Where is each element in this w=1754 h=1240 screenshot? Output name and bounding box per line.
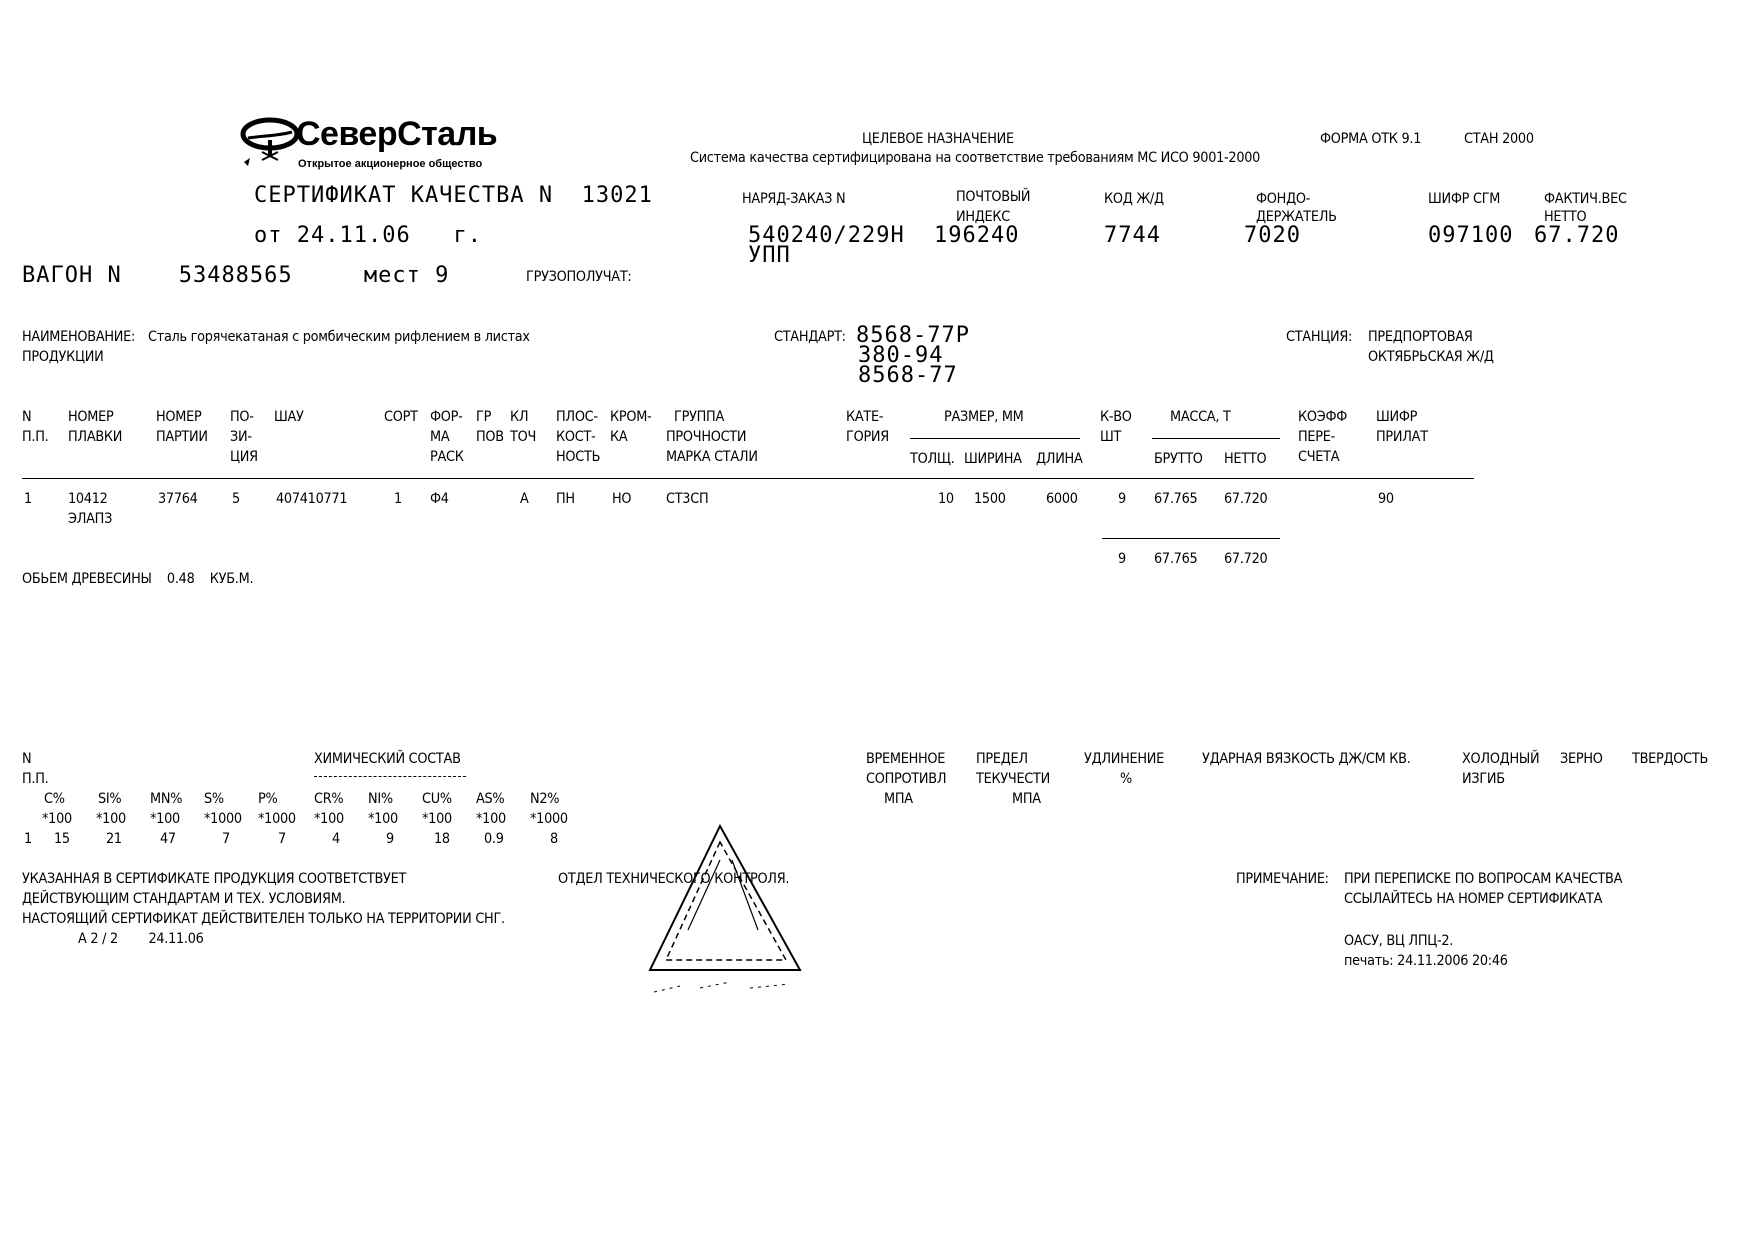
col-sort: СОРТ [384, 409, 418, 425]
col-pos-3: ЦИЯ [230, 449, 258, 465]
col-group-1: ГРУППА [674, 409, 724, 425]
footer-ref-date: 24.11.06 [148, 931, 204, 947]
col-pos-2: ЗИ- [230, 429, 252, 445]
col-kl-1: КЛ [510, 409, 529, 425]
col-size: РАЗМЕР, ММ [944, 409, 1024, 425]
col-cat-2: ГОРИЯ [846, 429, 889, 445]
chem-f-ni: *100 [368, 811, 398, 827]
wood-label: ОБЬЕМ ДРЕВЕСИНЫ [22, 571, 152, 587]
chem-v-n2: 8 [550, 831, 558, 847]
compliance-line-3: НАСТОЯЩИЙ СЕРТИФИКАТ ДЕЙСТВИТЕЛЕН ТОЛЬКО НА ТЕРРИТОРИИ СНГ. [22, 911, 505, 927]
purpose-label: ЦЕЛЕВОЕ НАЗНАЧЕНИЕ [862, 131, 1014, 147]
total-qty: 9 [1118, 551, 1126, 567]
mech-yield-3: МПА [1012, 791, 1041, 807]
order-sub: УПП [748, 243, 791, 268]
cell-heat: 10412 [68, 491, 108, 507]
col-coef-2: ПЕРЕ- [1298, 429, 1336, 445]
chem-f-cu: *100 [422, 811, 452, 827]
chem-f-cr: *100 [314, 811, 344, 827]
order-value: 540240/229Н [748, 223, 905, 248]
certificate-date [254, 224, 482, 248]
note-line-1: ПРИ ПЕРЕПИСКЕ ПО ВОПРОСАМ КАЧЕСТВА [1344, 871, 1623, 887]
cell-shau: 407410771 [276, 491, 348, 507]
cell-sort: 1 [394, 491, 402, 507]
mech-elong-2: % [1120, 771, 1132, 787]
station-value-2: ОКТЯБРЬСКАЯ Ж/Д [1368, 349, 1494, 365]
cell-edge: НО [612, 491, 632, 507]
cell-pos: 5 [232, 491, 240, 507]
order-label: НАРЯД-ЗАКАЗ N [742, 191, 846, 207]
chem-v-s: 7 [222, 831, 230, 847]
wood-value: 0.48 [166, 571, 195, 587]
cell-np: 1 [24, 491, 32, 507]
col-cipher-2: ПРИЛАТ [1376, 429, 1428, 445]
fund-label-1: ФОНДО- [1256, 191, 1311, 207]
col-cat-1: КАТЕ- [846, 409, 884, 425]
chem-el-cr: CR% [314, 791, 344, 807]
totals-rule [1102, 538, 1280, 539]
chem-np-2: П.П. [22, 771, 49, 787]
logo-name: СеверСталь [296, 115, 498, 153]
cell-length: 6000 [1046, 491, 1078, 507]
col-coef-1: КОЭФФ [1298, 409, 1348, 425]
date-prefix: от [254, 223, 283, 248]
footer-ref [78, 932, 204, 947]
standard-3: 8568-77 [858, 363, 958, 388]
logo-subtitle: Открытое акционерное общество [298, 158, 483, 170]
standard-1: 8568-77Р [856, 323, 970, 348]
wood-unit: КУБ.М. [209, 571, 254, 587]
chem-el-ni: NI% [368, 791, 393, 807]
print-line: печать: 24.11.2006 20:46 [1344, 953, 1508, 969]
otk-label: ОТДЕЛ ТЕХНИЧЕСКОГО КОНТРОЛЯ. [558, 871, 790, 887]
otk-stamp-icon [640, 820, 810, 1000]
footer-ref-code: А 2 / 2 [78, 931, 118, 947]
mech-elong-1: УДЛИНЕНИЕ [1084, 751, 1165, 767]
cell-heat-sub: ЭЛАПЗ [68, 511, 113, 527]
col-length: ДЛИНА [1036, 451, 1083, 467]
chem-v-ni: 9 [386, 831, 394, 847]
total-netto: 67.720 [1224, 551, 1268, 567]
fund-label-2: ДЕРЖАТЕЛЬ [1256, 209, 1337, 225]
mass-underline [1152, 438, 1280, 439]
cell-batch: 37764 [158, 491, 198, 507]
fund-value: 7020 [1244, 223, 1301, 248]
chem-v-cr: 4 [332, 831, 340, 847]
chem-v-mn: 47 [160, 831, 176, 847]
cell-kl: А [520, 491, 529, 507]
col-qty-2: ШТ [1100, 429, 1122, 445]
sgm-value: 097100 [1428, 223, 1514, 248]
col-shau: ШАУ [274, 409, 304, 425]
compliance-line-2: ДЕЙСТВУЮЩИМ СТАНДАРТАМ И ТЕХ. УСЛОВИЯМ. [22, 891, 346, 907]
chem-el-c: C% [44, 791, 65, 807]
chem-title-underline [314, 776, 466, 777]
col-form-1: ФОР- [430, 409, 463, 425]
product-name-label-2: ПРОДУКЦИИ [22, 349, 104, 365]
cell-brutto: 67.765 [1154, 491, 1198, 507]
mech-tensile-2: СОПРОТИВЛ [866, 771, 947, 787]
chem-el-si: SI% [98, 791, 122, 807]
chem-v-as: 0.9 [484, 831, 504, 847]
note-line-2: ССЫЛАЙТЕСЬ НА НОМЕР СЕРТИФИКАТА [1344, 891, 1603, 907]
consignee-label: ГРУЗОПОЛУЧАТ: [526, 269, 632, 285]
cell-form: Ф4 [430, 491, 449, 507]
chem-el-s: S% [204, 791, 224, 807]
chem-title: ХИМИЧЕСКИЙ СОСТАВ [314, 751, 461, 767]
col-netto: НЕТТО [1224, 451, 1267, 467]
certificate-title [254, 184, 653, 208]
size-underline [910, 438, 1080, 439]
mech-impact: УДАРНАЯ ВЯЗКОСТЬ ДЖ/СМ КВ. [1202, 751, 1411, 767]
cell-thick: 10 [938, 491, 954, 507]
wood-line [22, 572, 253, 587]
col-cipher-1: ШИФР [1376, 409, 1418, 425]
compliance-line-1: УКАЗАННАЯ В СЕРТИФИКАТЕ ПРОДУКЦИЯ СООТВЕТСТВУЕТ [22, 871, 407, 887]
cell-qty: 9 [1118, 491, 1126, 507]
places-label: мест [363, 263, 421, 288]
col-np-2: П.П. [22, 429, 49, 445]
col-heat-2: ПЛАВКИ [68, 429, 123, 445]
col-np-1: N [22, 409, 32, 425]
postal-label-1: ПОЧТОВЫЙ [956, 189, 1031, 205]
chem-v-si: 21 [106, 831, 122, 847]
col-group-3: МАРКА СТАЛИ [666, 449, 758, 465]
cell-cipher: 90 [1378, 491, 1394, 507]
iso-note: Система качества сертифицирована на соответствие требованиям МС ИСО 9001-2000 [690, 150, 1261, 166]
chem-el-n2: N2% [530, 791, 560, 807]
standard-label: СТАНДАРТ: [774, 329, 846, 345]
col-coef-3: СЧЕТА [1298, 449, 1340, 465]
sgm-label: ШИФР СГМ [1428, 191, 1501, 207]
station-label: СТАНЦИЯ: [1286, 329, 1353, 345]
col-batch-2: ПАРТИИ [156, 429, 208, 445]
product-name-label-1: НАИМЕНОВАНИЕ: [22, 329, 136, 345]
chem-f-mn: *100 [150, 811, 180, 827]
col-batch-1: НОМЕР [156, 409, 202, 425]
places-value: 9 [435, 263, 450, 288]
col-width: ШИРИНА [964, 451, 1022, 467]
col-brutto: БРУТТО [1154, 451, 1203, 467]
cell-grade: СТ3СП [666, 491, 709, 507]
col-kl-2: ТОЧ [510, 429, 537, 445]
oasu-line: ОАСУ, ВЦ ЛПЦ-2. [1344, 933, 1454, 949]
col-edge-1: КРОМ- [610, 409, 652, 425]
col-pos-1: ПО- [230, 409, 254, 425]
station-value-1: ПРЕДПОРТОВАЯ [1368, 329, 1473, 345]
col-flat-3: НОСТЬ [556, 449, 601, 465]
mech-tensile-1: ВРЕМЕННОЕ [866, 751, 946, 767]
chem-f-p: *1000 [258, 811, 296, 827]
mech-yield-2: ТЕКУЧЕСТИ [976, 771, 1050, 787]
total-brutto: 67.765 [1154, 551, 1198, 567]
table-header-rule [22, 478, 1474, 479]
mech-hardness: ТВЕРДОСТЬ [1632, 751, 1709, 767]
mech-tensile-3: МПА [884, 791, 913, 807]
weight-label-1: ФАКТИЧ.ВЕС [1544, 191, 1627, 207]
chem-f-c: *100 [42, 811, 72, 827]
postal-value: 196240 [934, 223, 1020, 248]
col-edge-2: КА [610, 429, 628, 445]
wagon-label: ВАГОН N [22, 263, 122, 288]
mech-bend-1: ХОЛОДНЫЙ [1462, 751, 1540, 767]
col-form-3: РАСК [430, 449, 464, 465]
mech-bend-2: ИЗГИБ [1462, 771, 1505, 787]
col-flat-1: ПЛОС- [556, 409, 598, 425]
date-suffix: г. [453, 223, 482, 248]
cell-flat: ПН [556, 491, 575, 507]
chem-f-as: *100 [476, 811, 506, 827]
cell-width: 1500 [974, 491, 1006, 507]
rail-label: КОД Ж/Д [1104, 191, 1164, 207]
certificate-title-text: СЕРТИФИКАТ КАЧЕСТВА N [254, 183, 554, 208]
chem-f-n2: *1000 [530, 811, 568, 827]
form-label: ФОРМА ОТК 9.1 [1320, 131, 1422, 147]
chem-f-si: *100 [96, 811, 126, 827]
col-mass: МАССА, Т [1170, 409, 1231, 425]
certificate-number: 13021 [581, 183, 653, 208]
wagon-number: 53488565 [178, 263, 293, 288]
mech-yield-1: ПРЕДЕЛ [976, 751, 1028, 767]
mech-grain: ЗЕРНО [1560, 751, 1603, 767]
weight-label-2: НЕТТО [1544, 209, 1587, 225]
col-thick: ТОЛЩ. [910, 451, 955, 467]
col-gr-1: ГР [476, 409, 492, 425]
chem-np-1: N [22, 751, 32, 767]
wagon-line [22, 264, 449, 288]
chem-el-cu: CU% [422, 791, 452, 807]
col-group-2: ПРОЧНОСТИ [666, 429, 747, 445]
col-gr-2: ПОВ [476, 429, 504, 445]
postal-label-2: ИНДЕКС [956, 209, 1011, 225]
chem-el-p: P% [258, 791, 278, 807]
standard-2: 380-94 [858, 343, 944, 368]
cell-netto: 67.720 [1224, 491, 1268, 507]
col-form-2: МА [430, 429, 450, 445]
weight-value: 67.720 [1534, 223, 1620, 248]
chem-el-mn: MN% [150, 791, 183, 807]
chem-v-p: 7 [278, 831, 286, 847]
chem-v-cu: 18 [434, 831, 450, 847]
col-flat-2: КОСТ- [556, 429, 596, 445]
date-value: 24.11.06 [296, 223, 411, 248]
chem-v-c: 15 [54, 831, 70, 847]
rail-value: 7744 [1104, 223, 1161, 248]
chem-f-s: *1000 [204, 811, 242, 827]
product-name-value: Сталь горячекатаная с ромбическим рифлением в листах [148, 329, 530, 345]
note-label: ПРИМЕЧАНИЕ: [1236, 871, 1329, 887]
col-heat-1: НОМЕР [68, 409, 114, 425]
stan-label: СТАН 2000 [1464, 131, 1534, 147]
col-qty-1: К-ВО [1100, 409, 1132, 425]
chem-row-np: 1 [24, 831, 32, 847]
chem-el-as: AS% [476, 791, 505, 807]
